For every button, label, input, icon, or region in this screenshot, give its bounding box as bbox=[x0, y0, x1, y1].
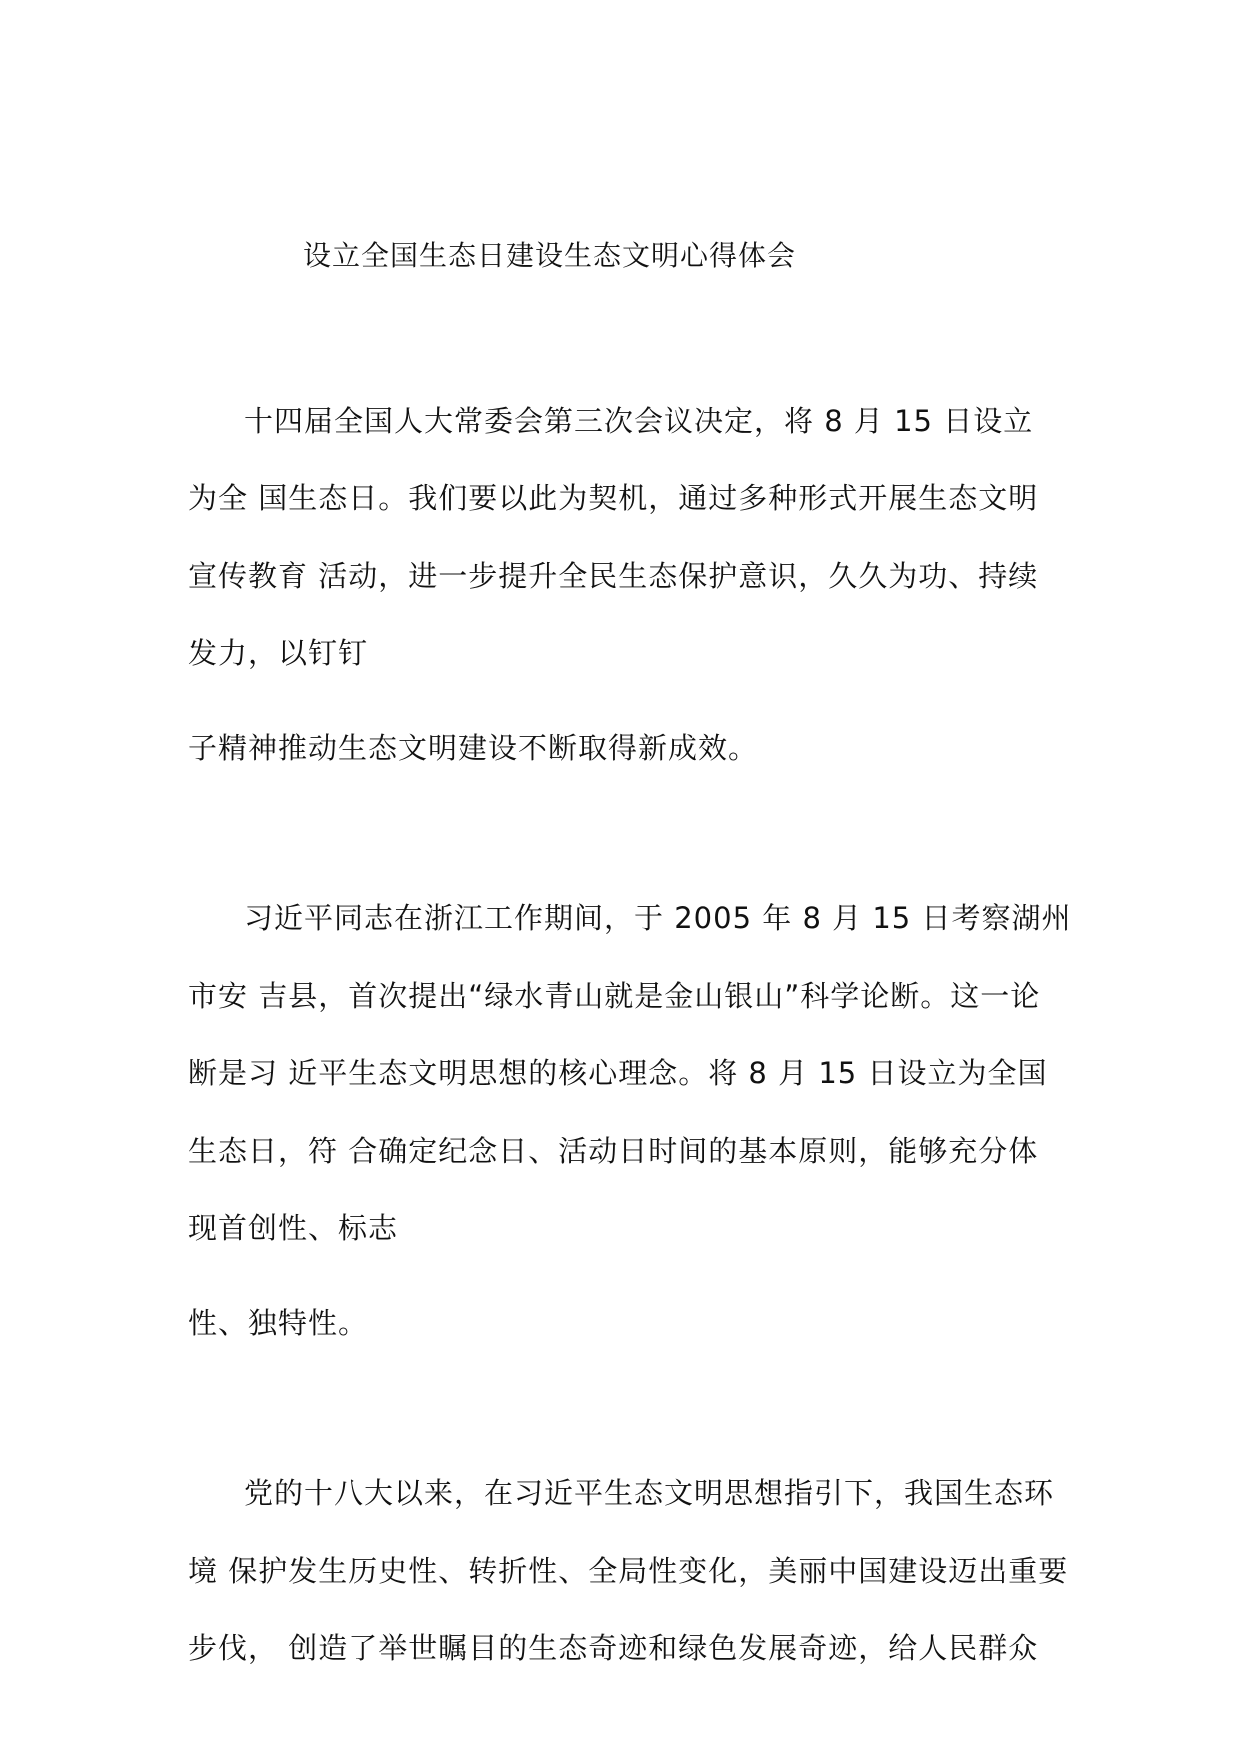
paragraph-2-line-5: 现首创性、标志 bbox=[188, 1211, 399, 1245]
paragraph-2-line-3: 断是习 近平生态文明思想的核心理念。将 8 月 15 日设立为全国 bbox=[188, 1056, 1048, 1090]
paragraph-2-line-2: 市安 吉县，首次提出“绿水青山就是金山银山”科学论断。这一论 bbox=[188, 979, 1041, 1013]
paragraph-2-line-1: 习近平同志在浙江工作期间，于 2005 年 8 月 15 日考察湖州 bbox=[244, 901, 1072, 935]
paragraph-1-line-1: 十四届全国人大常委会第三次会议决定，将 8 月 15 日设立 bbox=[244, 404, 1034, 438]
paragraph-1-line-5: 子精神推动生态文明建设不断取得新成效。 bbox=[188, 731, 759, 765]
paragraph-1-line-4: 发力，以钉钉 bbox=[188, 636, 369, 670]
document-title: 设立全国生态日建设生态文明心得体会 bbox=[303, 239, 797, 272]
paragraph-2-line-6: 性、独特性。 bbox=[188, 1306, 369, 1340]
paragraph-3-line-3: 步伐， 创造了举世瞩目的生态奇迹和绿色发展奇迹，给人民群众 bbox=[188, 1631, 1039, 1665]
paragraph-3-line-2: 境 保护发生历史性、转折性、全局性变化，美丽中国建设迈出重要 bbox=[188, 1554, 1069, 1588]
paragraph-3-line-1: 党的十八大以来，在习近平生态文明思想指引下，我国生态环 bbox=[244, 1476, 1055, 1510]
paragraph-1-line-2: 为全 国生态日。我们要以此为契机，通过多种形式开展生态文明 bbox=[188, 481, 1039, 515]
paragraph-1-line-3: 宣传教育 活动，进一步提升全民生态保护意识，久久为功、持续 bbox=[188, 559, 1039, 593]
paragraph-2-line-4: 生态日，符 合确定纪念日、活动日时间的基本原则，能够充分体 bbox=[188, 1134, 1039, 1168]
